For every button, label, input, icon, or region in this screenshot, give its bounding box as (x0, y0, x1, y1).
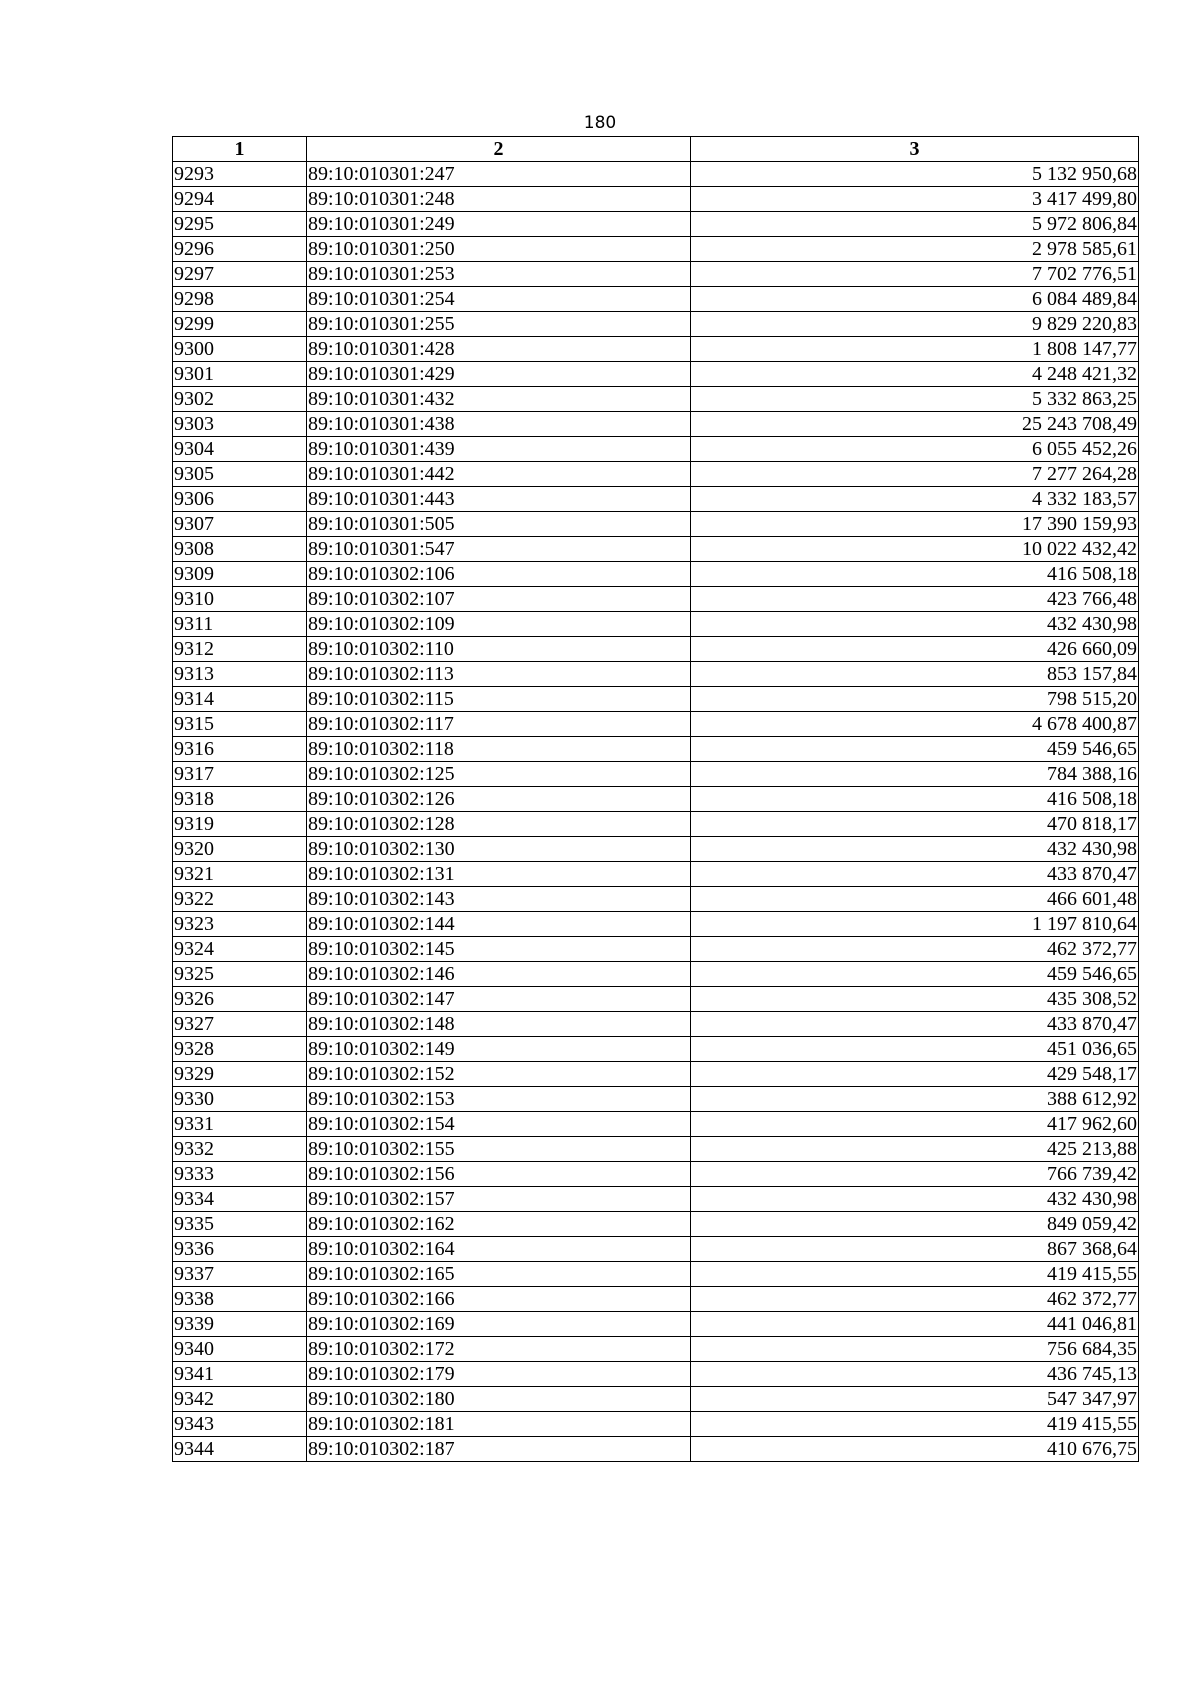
row-number-cell: 9326 (173, 987, 307, 1012)
cadastral-number-cell: 89:10:010301:249 (307, 212, 691, 237)
cadastral-number-cell: 89:10:010302:113 (307, 662, 691, 687)
table-row (173, 337, 1139, 362)
row-number-cell: 9305 (173, 462, 307, 487)
value-cell: 423 766,48 (691, 587, 1139, 612)
row-number-cell: 9311 (173, 612, 307, 637)
value-cell: 756 684,35 (691, 1337, 1139, 1362)
cadastral-number-cell: 89:10:010302:144 (307, 912, 691, 937)
table-row (173, 912, 1139, 937)
row-number-cell: 9321 (173, 862, 307, 887)
cadastral-number-cell: 89:10:010302:125 (307, 762, 691, 787)
table-row (173, 512, 1139, 537)
row-number-cell: 9306 (173, 487, 307, 512)
value-cell: 433 870,47 (691, 1012, 1139, 1037)
cadastral-number-cell: 89:10:010302:109 (307, 612, 691, 637)
table-row (173, 412, 1139, 437)
row-number-cell: 9297 (173, 262, 307, 287)
row-number-cell: 9301 (173, 362, 307, 387)
table-row (173, 937, 1139, 962)
row-number-cell: 9333 (173, 1162, 307, 1187)
table-row (173, 1162, 1139, 1187)
row-number-cell: 9299 (173, 312, 307, 337)
row-number-cell: 9332 (173, 1137, 307, 1162)
value-cell: 426 660,09 (691, 637, 1139, 662)
value-cell: 417 962,60 (691, 1112, 1139, 1137)
row-number-cell: 9296 (173, 237, 307, 262)
table-row (173, 1187, 1139, 1212)
cadastral-number-cell: 89:10:010301:254 (307, 287, 691, 312)
value-cell: 425 213,88 (691, 1137, 1139, 1162)
cadastral-number-cell: 89:10:010302:145 (307, 937, 691, 962)
value-cell: 5 132 950,68 (691, 162, 1139, 187)
cadastral-number-cell: 89:10:010302:128 (307, 812, 691, 837)
row-number-cell: 9303 (173, 412, 307, 437)
table-row (173, 1037, 1139, 1062)
cadastral-number-cell: 89:10:010301:255 (307, 312, 691, 337)
table-row (173, 1287, 1139, 1312)
table-row (173, 312, 1139, 337)
table-row (173, 737, 1139, 762)
value-cell: 435 308,52 (691, 987, 1139, 1012)
table-row (173, 787, 1139, 812)
row-number-cell: 9343 (173, 1412, 307, 1437)
table-row (173, 1237, 1139, 1262)
row-number-cell: 9318 (173, 787, 307, 812)
row-number-cell: 9342 (173, 1387, 307, 1412)
cadastral-number-cell: 89:10:010302:172 (307, 1337, 691, 1362)
cadastral-number-cell: 89:10:010302:147 (307, 987, 691, 1012)
row-number-cell: 9310 (173, 587, 307, 612)
table-row (173, 162, 1139, 187)
table-row (173, 487, 1139, 512)
row-number-cell: 9334 (173, 1187, 307, 1212)
value-cell: 7 702 776,51 (691, 262, 1139, 287)
value-cell: 3 417 499,80 (691, 187, 1139, 212)
value-cell: 416 508,18 (691, 562, 1139, 587)
value-cell: 1 808 147,77 (691, 337, 1139, 362)
table-row (173, 262, 1139, 287)
cadastral-number-cell: 89:10:010302:156 (307, 1162, 691, 1187)
value-cell: 853 157,84 (691, 662, 1139, 687)
table-row (173, 1112, 1139, 1137)
cadastral-number-cell: 89:10:010301:443 (307, 487, 691, 512)
table-row (173, 687, 1139, 712)
column-header-1: 1 (173, 137, 307, 162)
table-row (173, 587, 1139, 612)
registry-table (172, 136, 1139, 1462)
row-number-cell: 9307 (173, 512, 307, 537)
row-number-cell: 9295 (173, 212, 307, 237)
table-row (173, 962, 1139, 987)
cadastral-number-cell: 89:10:010301:248 (307, 187, 691, 212)
table-row (173, 437, 1139, 462)
row-number-cell: 9298 (173, 287, 307, 312)
row-number-cell: 9328 (173, 1037, 307, 1062)
value-cell: 766 739,42 (691, 1162, 1139, 1187)
row-number-cell: 9325 (173, 962, 307, 987)
value-cell: 5 332 863,25 (691, 387, 1139, 412)
row-number-cell: 9327 (173, 1012, 307, 1037)
cadastral-number-cell: 89:10:010302:118 (307, 737, 691, 762)
row-number-cell: 9319 (173, 812, 307, 837)
row-number-cell: 9339 (173, 1312, 307, 1337)
value-cell: 6 084 489,84 (691, 287, 1139, 312)
value-cell: 10 022 432,42 (691, 537, 1139, 562)
table-row (173, 237, 1139, 262)
table-row (173, 1437, 1139, 1462)
value-cell: 441 046,81 (691, 1312, 1139, 1337)
value-cell: 867 368,64 (691, 1237, 1139, 1262)
row-number-cell: 9317 (173, 762, 307, 787)
table-row (173, 712, 1139, 737)
cadastral-number-cell: 89:10:010302:166 (307, 1287, 691, 1312)
row-number-cell: 9300 (173, 337, 307, 362)
table-row (173, 537, 1139, 562)
value-cell: 1 197 810,64 (691, 912, 1139, 937)
table-row (173, 562, 1139, 587)
cadastral-number-cell: 89:10:010302:164 (307, 1237, 691, 1262)
row-number-cell: 9340 (173, 1337, 307, 1362)
row-number-cell: 9341 (173, 1362, 307, 1387)
cadastral-number-cell: 89:10:010302:148 (307, 1012, 691, 1037)
cadastral-number-cell: 89:10:010302:146 (307, 962, 691, 987)
table-row (173, 662, 1139, 687)
page-number: 180 (583, 113, 617, 133)
row-number-cell: 9322 (173, 887, 307, 912)
value-cell: 429 548,17 (691, 1062, 1139, 1087)
value-cell: 459 546,65 (691, 962, 1139, 987)
table-row (173, 837, 1139, 862)
row-number-cell: 9335 (173, 1212, 307, 1237)
row-number-cell: 9308 (173, 537, 307, 562)
table-row (173, 1337, 1139, 1362)
cadastral-number-cell: 89:10:010302:149 (307, 1037, 691, 1062)
value-cell: 432 430,98 (691, 612, 1139, 637)
row-number-cell: 9293 (173, 162, 307, 187)
cadastral-number-cell: 89:10:010301:432 (307, 387, 691, 412)
cadastral-number-cell: 89:10:010302:107 (307, 587, 691, 612)
value-cell: 6 055 452,26 (691, 437, 1139, 462)
row-number-cell: 9324 (173, 937, 307, 962)
value-cell: 433 870,47 (691, 862, 1139, 887)
row-number-cell: 9313 (173, 662, 307, 687)
table-row (173, 362, 1139, 387)
table-row (173, 1412, 1139, 1437)
row-number-cell: 9330 (173, 1087, 307, 1112)
table-row (173, 862, 1139, 887)
value-cell: 7 277 264,28 (691, 462, 1139, 487)
table-row (173, 1012, 1139, 1037)
value-cell: 432 430,98 (691, 1187, 1139, 1212)
table-row (173, 387, 1139, 412)
table-row (173, 1262, 1139, 1287)
row-number-cell: 9329 (173, 1062, 307, 1087)
cadastral-number-cell: 89:10:010302:131 (307, 862, 691, 887)
row-number-cell: 9312 (173, 637, 307, 662)
row-number-cell: 9316 (173, 737, 307, 762)
cadastral-number-cell: 89:10:010302:117 (307, 712, 691, 737)
cadastral-number-cell: 89:10:010302:126 (307, 787, 691, 812)
value-cell: 419 415,55 (691, 1262, 1139, 1287)
table-row (173, 462, 1139, 487)
cadastral-number-cell: 89:10:010301:250 (307, 237, 691, 262)
table-row (173, 1087, 1139, 1112)
table-row (173, 287, 1139, 312)
value-cell: 466 601,48 (691, 887, 1139, 912)
value-cell: 547 347,97 (691, 1387, 1139, 1412)
cadastral-number-cell: 89:10:010302:143 (307, 887, 691, 912)
table-row (173, 212, 1139, 237)
row-number-cell: 9294 (173, 187, 307, 212)
value-cell: 2 978 585,61 (691, 237, 1139, 262)
cadastral-number-cell: 89:10:010302:152 (307, 1062, 691, 1087)
cadastral-number-cell: 89:10:010302:153 (307, 1087, 691, 1112)
value-cell: 4 678 400,87 (691, 712, 1139, 737)
cadastral-number-cell: 89:10:010302:181 (307, 1412, 691, 1437)
row-number-cell: 9315 (173, 712, 307, 737)
value-cell: 5 972 806,84 (691, 212, 1139, 237)
cadastral-number-cell: 89:10:010301:439 (307, 437, 691, 462)
cadastral-number-cell: 89:10:010302:169 (307, 1312, 691, 1337)
cadastral-number-cell: 89:10:010301:438 (307, 412, 691, 437)
row-number-cell: 9309 (173, 562, 307, 587)
value-cell: 388 612,92 (691, 1087, 1139, 1112)
cadastral-number-cell: 89:10:010302:115 (307, 687, 691, 712)
table-row (173, 1212, 1139, 1237)
table-row (173, 187, 1139, 212)
cadastral-number-cell: 89:10:010302:165 (307, 1262, 691, 1287)
table-row (173, 812, 1139, 837)
value-cell: 798 515,20 (691, 687, 1139, 712)
value-cell: 416 508,18 (691, 787, 1139, 812)
row-number-cell: 9337 (173, 1262, 307, 1287)
value-cell: 436 745,13 (691, 1362, 1139, 1387)
value-cell: 4 332 183,57 (691, 487, 1139, 512)
cadastral-number-cell: 89:10:010301:428 (307, 337, 691, 362)
row-number-cell: 9314 (173, 687, 307, 712)
row-number-cell: 9304 (173, 437, 307, 462)
table-row (173, 1137, 1139, 1162)
cadastral-number-cell: 89:10:010301:505 (307, 512, 691, 537)
value-cell: 432 430,98 (691, 837, 1139, 862)
table-row (173, 1312, 1139, 1337)
value-cell: 410 676,75 (691, 1437, 1139, 1462)
value-cell: 459 546,65 (691, 737, 1139, 762)
cadastral-number-cell: 89:10:010302:187 (307, 1437, 691, 1462)
cadastral-number-cell: 89:10:010301:429 (307, 362, 691, 387)
cadastral-number-cell: 89:10:010302:106 (307, 562, 691, 587)
table-row (173, 612, 1139, 637)
cadastral-number-cell: 89:10:010301:253 (307, 262, 691, 287)
row-number-cell: 9344 (173, 1437, 307, 1462)
cadastral-number-cell: 89:10:010302:162 (307, 1212, 691, 1237)
table-body (173, 162, 1139, 1462)
table-row (173, 762, 1139, 787)
cadastral-number-cell: 89:10:010302:155 (307, 1137, 691, 1162)
table-row (173, 987, 1139, 1012)
row-number-cell: 9338 (173, 1287, 307, 1312)
row-number-cell: 9320 (173, 837, 307, 862)
value-cell: 784 388,16 (691, 762, 1139, 787)
value-cell: 9 829 220,83 (691, 312, 1139, 337)
row-number-cell: 9336 (173, 1237, 307, 1262)
value-cell: 4 248 421,32 (691, 362, 1139, 387)
value-cell: 419 415,55 (691, 1412, 1139, 1437)
cadastral-number-cell: 89:10:010302:180 (307, 1387, 691, 1412)
table-row (173, 887, 1139, 912)
cadastral-number-cell: 89:10:010302:157 (307, 1187, 691, 1212)
cadastral-number-cell: 89:10:010302:179 (307, 1362, 691, 1387)
row-number-cell: 9302 (173, 387, 307, 412)
value-cell: 25 243 708,49 (691, 412, 1139, 437)
value-cell: 451 036,65 (691, 1037, 1139, 1062)
value-cell: 17 390 159,93 (691, 512, 1139, 537)
value-cell: 462 372,77 (691, 1287, 1139, 1312)
row-number-cell: 9331 (173, 1112, 307, 1137)
cadastral-number-cell: 89:10:010302:130 (307, 837, 691, 862)
table-row (173, 1062, 1139, 1087)
value-cell: 849 059,42 (691, 1212, 1139, 1237)
table-row (173, 1387, 1139, 1412)
cadastral-number-cell: 89:10:010301:442 (307, 462, 691, 487)
column-header-3: 3 (691, 137, 1139, 162)
value-cell: 470 818,17 (691, 812, 1139, 837)
column-header-2: 2 (307, 137, 691, 162)
value-cell: 462 372,77 (691, 937, 1139, 962)
row-number-cell: 9323 (173, 912, 307, 937)
table-row (173, 637, 1139, 662)
cadastral-number-cell: 89:10:010302:110 (307, 637, 691, 662)
table-header-row (173, 137, 1139, 162)
table-row (173, 1362, 1139, 1387)
cadastral-number-cell: 89:10:010301:547 (307, 537, 691, 562)
cadastral-number-cell: 89:10:010302:154 (307, 1112, 691, 1137)
cadastral-number-cell: 89:10:010301:247 (307, 162, 691, 187)
